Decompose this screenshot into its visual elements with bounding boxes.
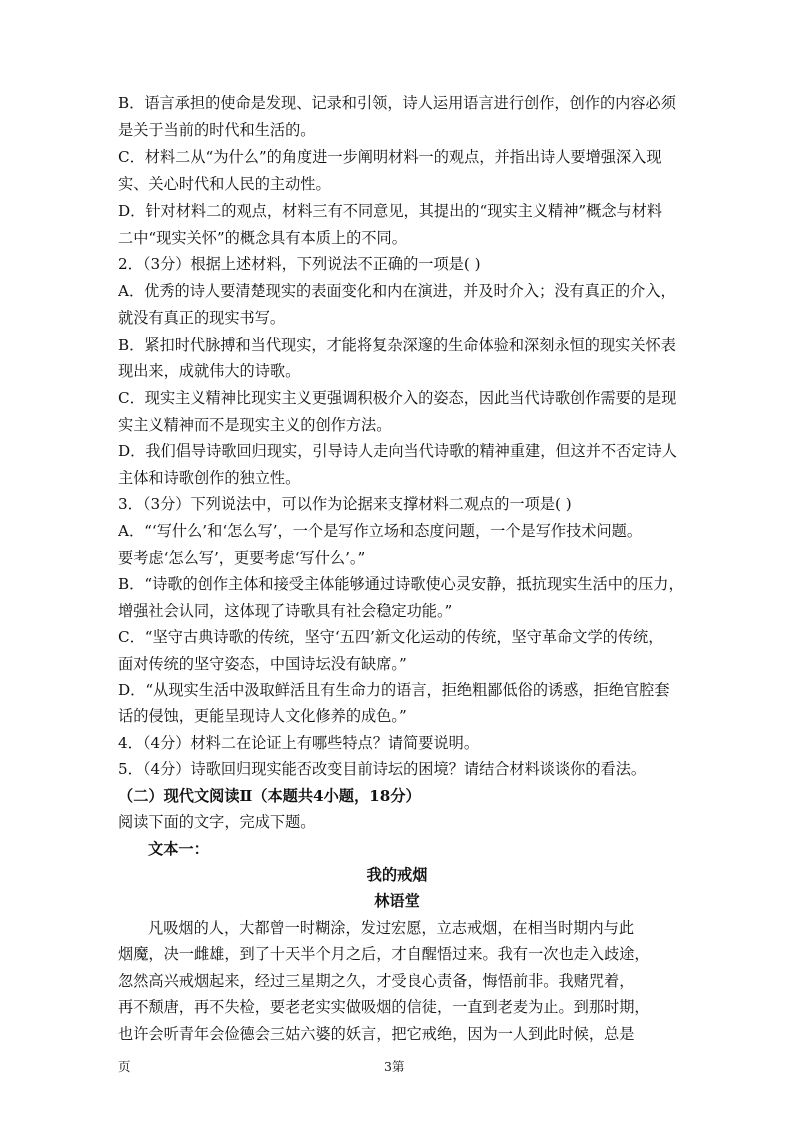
text-line: C．材料二从“为什么”的角度进一步阐明材料一的观点，并指出诗人要增强深入现	[118, 148, 662, 166]
text-line: 实主义精神而不是现实主义的创作方法。	[118, 416, 392, 434]
text-line: B．紧扣时代脉搏和当代现实，才能将复杂深邃的生命体验和深刻永恒的现实关怀表	[118, 336, 676, 354]
text-line: 是关于当前的时代和生活的。	[118, 121, 316, 139]
text-label: 文本一：	[148, 840, 209, 858]
text-line: 面对传统的坚守姿态，中国诗坛没有缺席。”	[118, 655, 407, 673]
question-2: 2．（3分）根据上述材料，下列说法不正确的一项是( )	[118, 255, 481, 273]
text-line: B．语言承担的使命是发现、记录和引领，诗人运用语言进行创作，创作的内容必须	[118, 94, 676, 112]
text-line: C．现实主义精神比现实主义更强调积极介入的姿态，因此当代诗歌创作需要的是现	[118, 389, 677, 407]
question-4: 4．（4分）材料二在论证上有哪些特点？请简要说明。	[118, 734, 480, 752]
essay-title: 我的戒烟	[366, 866, 428, 884]
text-line: A．优秀的诗人要清楚现实的表面变化和内在演进，并及时介入；没有真正的介入，	[118, 282, 676, 300]
text-line: A．“‘写什么’和‘怎么写’，一个是写作立场和态度问题，一个是写作技术问题。	[118, 522, 643, 540]
text-line: D．针对材料二的观点，材料三有不同意见，其提出的“现实主义精神”概念与材料	[118, 202, 663, 220]
essay-paragraph-line: 凡吸烟的人，大都曾一时糊涂，发过宏愿，立志戒烟，在相当时期内与此	[148, 919, 634, 937]
text-line: C．“坚守古典诗歌的传统，坚守‘五四’新文化运动的传统，坚守革命文学的传统，	[118, 628, 664, 646]
text-line: 就没有真正的现实书写。	[118, 309, 286, 327]
essay-paragraph-line: 烟魔，决一雌雄，到了十天半个月之后，才自醒悟过来。我有一次也走入歧途，	[118, 945, 650, 963]
essay-paragraph-line: 也许会听青年会俭德会三姑六婆的妖言，把它戒绝，因为一人到此时候，总是	[118, 1025, 635, 1043]
text-line: 要考虑‘怎么写’，更要考虑‘写什么’。”	[118, 549, 366, 567]
text-line: D．我们倡导诗歌回归现实，引导诗人走向当代诗歌的精神重建，但这并不否定诗人	[118, 442, 677, 460]
question-5: 5．（4分）诗歌回归现实能否改变目前诗坛的困境？请结合材料谈谈你的看法。	[118, 760, 647, 778]
text-line: 现出来，成就伟大的诗歌。	[118, 362, 301, 380]
essay-paragraph-line: 忽然高兴戒烟起来，经过三星期之久，才受良心责备，悔悟前非。我赌咒着，	[118, 972, 635, 990]
page-number: 3第	[384, 1059, 405, 1074]
essay-author: 林语堂	[374, 892, 420, 910]
essay-paragraph-line: 再不颓唐，再不失检，要老老实实做吸烟的信徒，一直到老麦为止。到那时期，	[118, 998, 650, 1016]
text-line: 主体和诗歌创作的独立性。	[118, 469, 301, 487]
text-line: D．“从现实生活中汲取鲜活且有生命力的语言，拒绝粗鄙低俗的诱惑，拒绝官腔套	[118, 681, 670, 699]
section-heading: （二）现代文阅读Ⅱ（本题共4小题，18分）	[118, 787, 421, 805]
text-line: 实、关心时代和人民的主动性。	[118, 175, 331, 193]
text-line: 话的侵蚀，更能呈现诗人文化修养的成色。”	[118, 707, 407, 725]
question-3: 3．（3分）下列说法中，可以作为论据来支撑材料二观点的一项是( )	[118, 495, 572, 513]
footer-left: 页	[118, 1059, 131, 1074]
text-line: B．“诗歌的创作主体和接受主体能够通过诗歌使心灵安静，抵抗现实生活中的压力，	[118, 575, 684, 593]
text-line: 增强社会认同，这体现了诗歌具有社会稳定功能。”	[118, 602, 453, 620]
text-line: 二中“现实关怀”的概念具有本质上的不同。	[118, 229, 407, 247]
reading-instruction: 阅读下面的文字，完成下题。	[118, 813, 316, 831]
